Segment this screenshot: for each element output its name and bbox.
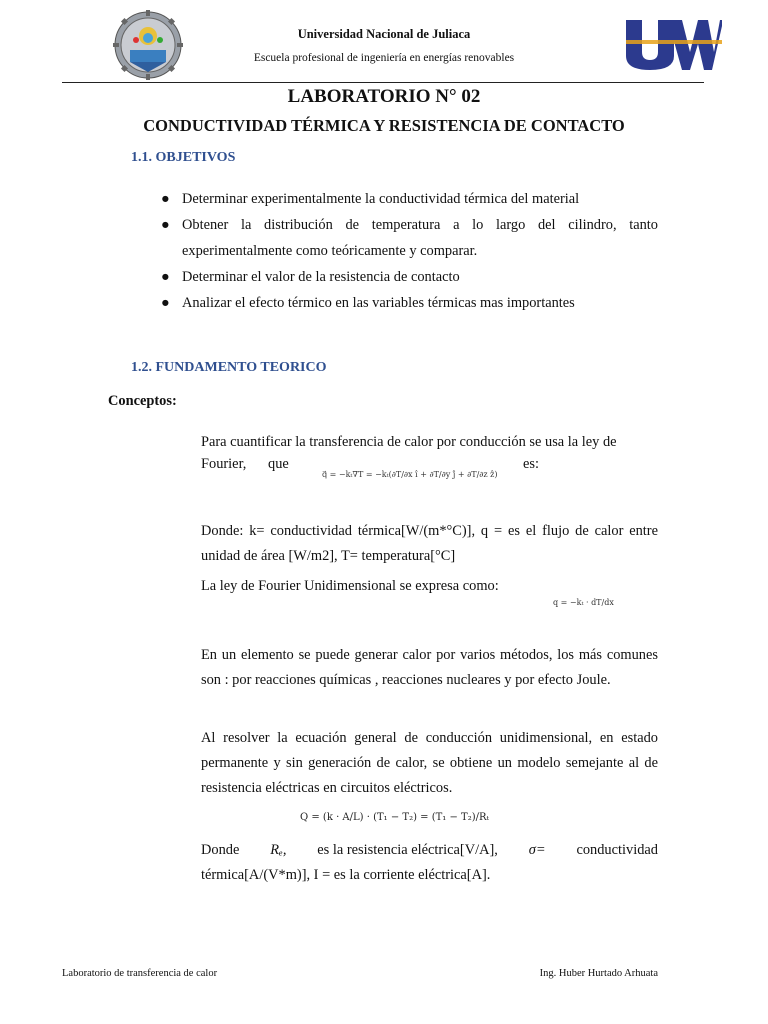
bullet-icon: ● <box>161 269 170 285</box>
fourier-vector-equation: q⃗ = −kₜ∇T = −kₜ(∂T/∂x î + ∂T/∂y ĵ + ∂T/∂z ẑ) <box>322 470 498 479</box>
heat-generation-paragraph: En un elemento se puede generar calor por varios métodos, los más comunes son : por reacciones químicas , reacciones nucleares y por efecto Joule. <box>201 647 658 688</box>
objectives-heading: 1.1. OBJETIVOS <box>131 150 236 165</box>
footer-course: Laboratorio de transferencia de calor <box>62 968 218 979</box>
bullet-icon: ● <box>161 191 170 207</box>
theory-heading: 1.2. FUNDAMENTO TEORICO <box>131 360 327 375</box>
objective-item: ● Determinar experimentalmente la conductividad térmica del material <box>161 186 658 212</box>
university-seal-logo <box>112 10 184 80</box>
objective-item: ● Determinar el valor de la resistencia de contacto <box>161 264 658 290</box>
footer-author: Ing. Huber Hurtado Arhuata <box>539 968 658 979</box>
lab-title: LABORATORIO N° 02 <box>287 86 481 107</box>
fourier-1d-equation: q = −kₜ · dT/dx <box>553 598 614 607</box>
bullet-icon: ● <box>161 217 170 233</box>
lab-subtitle: CONDUCTIVIDAD TÉRMICA Y RESISTENCIA DE CONTACTO <box>143 116 625 135</box>
resistance-model-paragraph: Al resolver la ecuación general de conducción unidimensional, en estado permanente y sin generación de calor, se obtiene un modelo semejante al de resistencia eléctricas en circuitos eléctricos. <box>201 730 658 796</box>
resistance-definition: es la resistencia eléctrica[V/A], <box>317 842 498 858</box>
school-name: Escuela profesional de ingeniería en energías renovables <box>253 52 515 64</box>
objective-item: ● Obtener la distribución de temperatura a lo largo del cilindro, tanto experimentalmente como teóricamente y comparar. <box>161 212 658 264</box>
fourier-1d-text: La ley de Fourier Unidimensional se expresa como: <box>201 578 499 594</box>
current-definition: térmica[A/(V*m)], I = es la corriente eléctrica[A]. <box>201 867 491 883</box>
re-symbol: Rₑ, <box>270 842 287 858</box>
donde-paragraph: Donde: k= conductividad térmica[W/(m*°C)], q = es el flujo de calor entre unidad de área [W/m2], T= temperatura[°C] <box>201 523 658 564</box>
bullet-icon: ● <box>161 295 170 311</box>
sigma-symbol: σ= <box>528 842 546 858</box>
fourier-intro: Para cuantificar la transferencia de calor por conducción se usa la ley de <box>201 434 617 450</box>
fourier-word: Fourier, <box>201 456 247 472</box>
que-word: que <box>268 456 289 472</box>
donde-word: Donde <box>201 842 240 858</box>
objective-item: ● Analizar el efecto térmico en las variables térmicas mas importantes <box>161 290 658 316</box>
conductivity-word: conductividad <box>576 842 658 858</box>
electrical-analogy-line <box>201 842 658 859</box>
header-divider <box>62 82 704 83</box>
concepts-label: Conceptos: <box>108 393 177 409</box>
thermal-resistance-equation: Q = (k · A/L) · (T₁ − T₂) = (T₁ − T₂)/Rₜ <box>300 812 489 823</box>
es-word: es: <box>523 456 539 472</box>
university-name: Universidad Nacional de Juliaca <box>297 27 471 41</box>
